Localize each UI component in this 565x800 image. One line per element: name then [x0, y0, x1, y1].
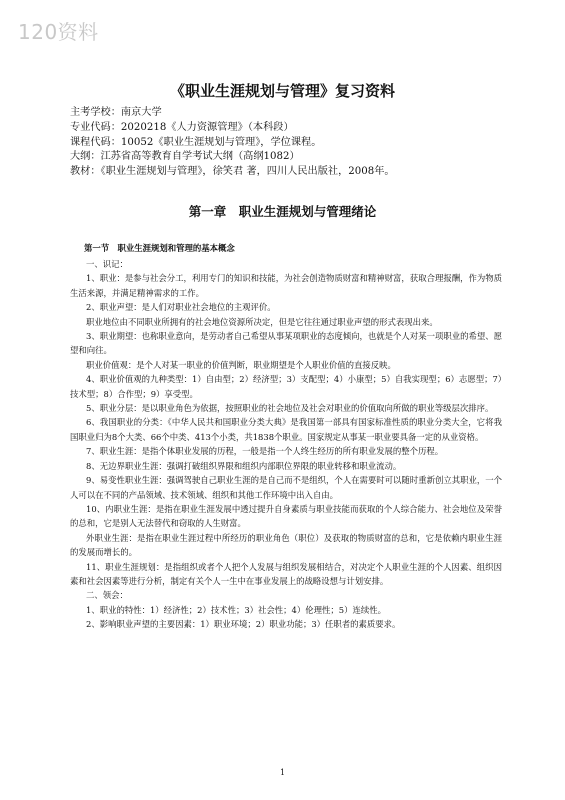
meta-course-code: 课程代码：10052《职业生涯规划与管理》，学位课程。 — [70, 136, 322, 148]
paragraph: 11、职业生涯规划：是指组织或者个人把个人发展与组织发展相结合，对决定个人职业生涯的个人因素、组织因素和社会因素等进行分析，制定有关个人一生中在事业发展上的战略设想与计划安排。 — [70, 561, 502, 586]
heading-understand: 二、领会： — [86, 590, 128, 601]
paragraph: 10、内职业生涯：是指在职业生涯发展中透过提升自身素质与职业技能而获取的个人综合能力、社会地位及荣誉的总和，它是别人无法替代和窃取的人生财富。 — [70, 503, 502, 529]
heading-recall: 一、识记： — [86, 259, 128, 269]
paragraph: 6、我国职业的分类：《中华人民共和国职业分类大典》是我国第一部具有国家标准性质的职业分类大全，它将我国职业归为8个大类、66个中类、413个小类，共1838个职业。国家规定从事某一职业要具备一定的从业资格。 — [70, 417, 502, 442]
paragraph: 8、无边界职业生涯：强调打破组织界限和组织内部职位界限的职业转移和职业流动。 — [86, 460, 402, 471]
paragraph: 1、职业的特性：1）经济性；2）技术性；3）社会性；4）伦理性；5）连续性。 — [86, 604, 386, 615]
paragraph: 1、职业：是参与社会分工，利用专门的知识和技能，为社会创造物质财富和精神财富，获取合理报酬，作为物质生活来源，并满足精神需求的工作。 — [70, 273, 502, 298]
meta-syllabus: 大纲：江苏省高等教育自学考试大纲（高纲1082） — [70, 151, 300, 163]
paragraph: 外职业生涯：是指在职业生涯过程中所经历的职业角色（职位）及获取的物质财富的总和，它是依赖内职业生涯的发展而增长的。 — [70, 532, 502, 558]
paragraph: 职业价值观：是个人对某一职业的价值判断，职业期望是个人职业价值的直接反映。 — [86, 359, 396, 370]
paragraph: 5、职业分层：是以职业角色为依据，按照职业的社会地位及社会对职业的价值取向所做的职业等级层次排序。 — [86, 403, 494, 414]
paragraph: 2、职业声望：是人们对职业社会地位的主观评价。 — [86, 302, 276, 313]
paragraph: 2、影响职业声望的主要因素：1）职业环境；2）职业功能；3）任职者的素质要求。 — [86, 619, 401, 630]
paragraph: 7、职业生涯：是指个体职业发展的历程，一般是指一个人终生经历的所有职业发展的整个历程。 — [86, 446, 444, 457]
watermark-logo: 120资料 — [18, 20, 99, 44]
chapter-heading: 第一章 职业生涯规划与管理绪论 — [188, 204, 377, 219]
document-title: 《职业生涯规划与管理》复习资料 — [169, 82, 395, 100]
course-meta — [70, 106, 510, 180]
paragraph: 职业地位由不同职业所拥有的社会地位资源所决定，但是它往往通过职业声望的形式表现出来。 — [86, 316, 438, 327]
meta-textbook: 教材：《职业生涯规划与管理》，徐笑君 著，四川人民出版社，2008年。 — [70, 166, 395, 178]
meta-major-code: 专业代码：2020218《人力资源管理》（本科段） — [70, 121, 294, 133]
paragraph: 3、职业期望：也称职业意向，是劳动者自己希望从事某项职业的态度倾向，也就是个人对某一项职业的希望、愿望和向往。 — [70, 331, 502, 356]
document-body — [70, 257, 502, 632]
paragraph: 4、职业价值观的九种类型：1）自由型；2）经济型；3）支配型；4）小康型；5）自我实现型；6）志愿型；7）技术型；8）合作型；9）享受型。 — [70, 374, 502, 399]
section-heading: 第一节 职业生涯规划和管理的基本概念 — [84, 243, 235, 253]
page-number: 1 — [279, 768, 286, 777]
paragraph: 9、易变性职业生涯：强调驾驶自己职业生涯的是自己而不是组织，个人在需要时可以随时重新创立其职业，一个人可以在不同的产品领域、技术领域、组织和其他工作环境中出入自由。 — [70, 475, 502, 500]
meta-school: 主考学校：南京大学 — [70, 107, 162, 118]
